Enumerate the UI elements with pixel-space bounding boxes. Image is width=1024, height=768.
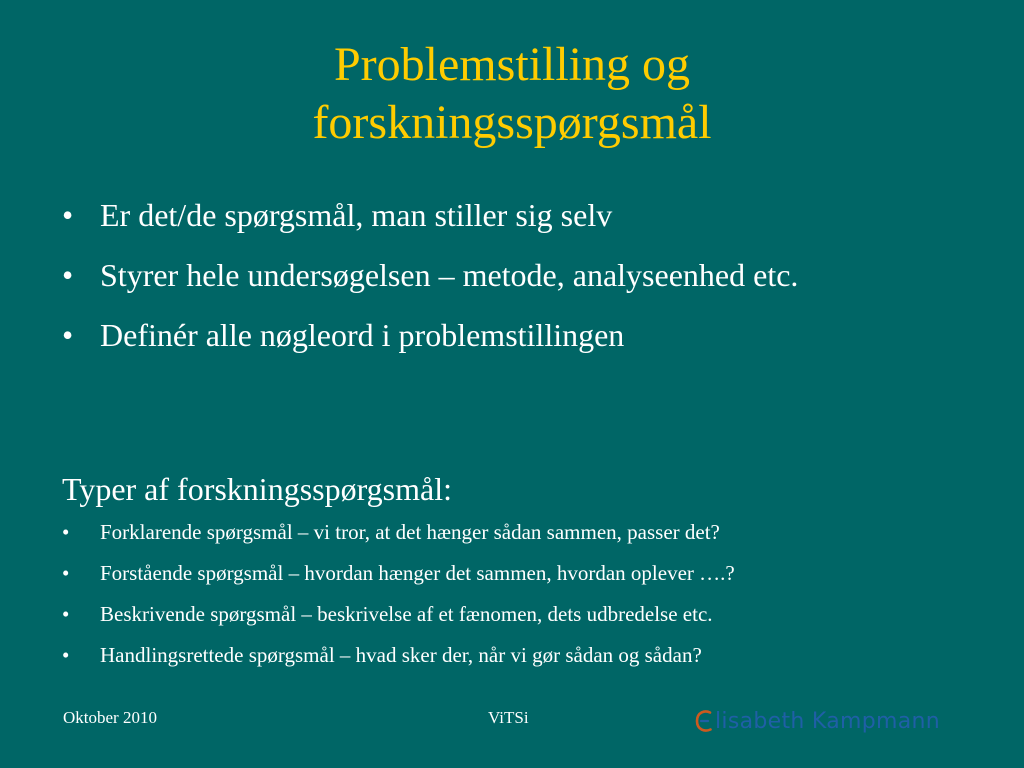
footer-center-text: ViTSi — [488, 708, 529, 727]
logo-text: lisabeth Kampmann — [715, 708, 941, 734]
main-bullet-item — [62, 312, 962, 358]
sub-bullet-text: Beskrivende spørgsmål – beskrivelse af et fænomen, dets udbredelse etc. — [100, 602, 713, 626]
sub-bullet-text: Forstående spørgsmål – hvordan hænger det sammen, hvordan oplever ….? — [100, 561, 735, 585]
slide-title-line-2: forskningsspørgsmål — [312, 96, 712, 149]
bullet-icon: • — [62, 643, 70, 667]
sub-bullet-item — [62, 518, 1002, 547]
sub-bullet-item — [62, 559, 1002, 588]
main-bullet-text: Er det/de spørgsmål, man stiller sig selv — [100, 197, 613, 233]
sub-bullet-list — [62, 518, 1002, 682]
subheading: Typer af forskningsspørgsmål: — [62, 471, 452, 507]
logo-mark-icon — [694, 709, 714, 733]
bullet-icon: • — [62, 197, 74, 233]
slide-title-line-1: Problemstilling og — [333, 38, 690, 91]
sub-bullet-text: Handlingsrettede spørgsmål – hvad sker der, når vi gør sådan og sådan? — [100, 643, 702, 667]
sub-bullet-item — [62, 641, 1002, 670]
slide-title — [0, 36, 1024, 152]
sub-bullet-text: Forklarende spørgsmål – vi tror, at det hænger sådan sammen, passer det? — [100, 520, 720, 544]
bullet-icon: • — [62, 561, 70, 585]
main-bullet-item — [62, 192, 962, 238]
footer-logo — [694, 703, 940, 739]
bullet-icon: • — [62, 520, 70, 544]
footer-date: Oktober 2010 — [63, 708, 157, 727]
main-bullet-item — [62, 252, 962, 298]
main-bullet-list — [62, 192, 962, 372]
bullet-icon: • — [62, 602, 70, 626]
main-bullet-text: Styrer hele undersøgelsen – metode, analyseenhed etc. — [100, 257, 799, 293]
main-bullet-text: Definér alle nøgleord i problemstillingen — [100, 317, 625, 353]
bullet-icon: • — [62, 317, 74, 353]
bullet-icon: • — [62, 257, 74, 293]
sub-bullet-item — [62, 600, 1002, 629]
